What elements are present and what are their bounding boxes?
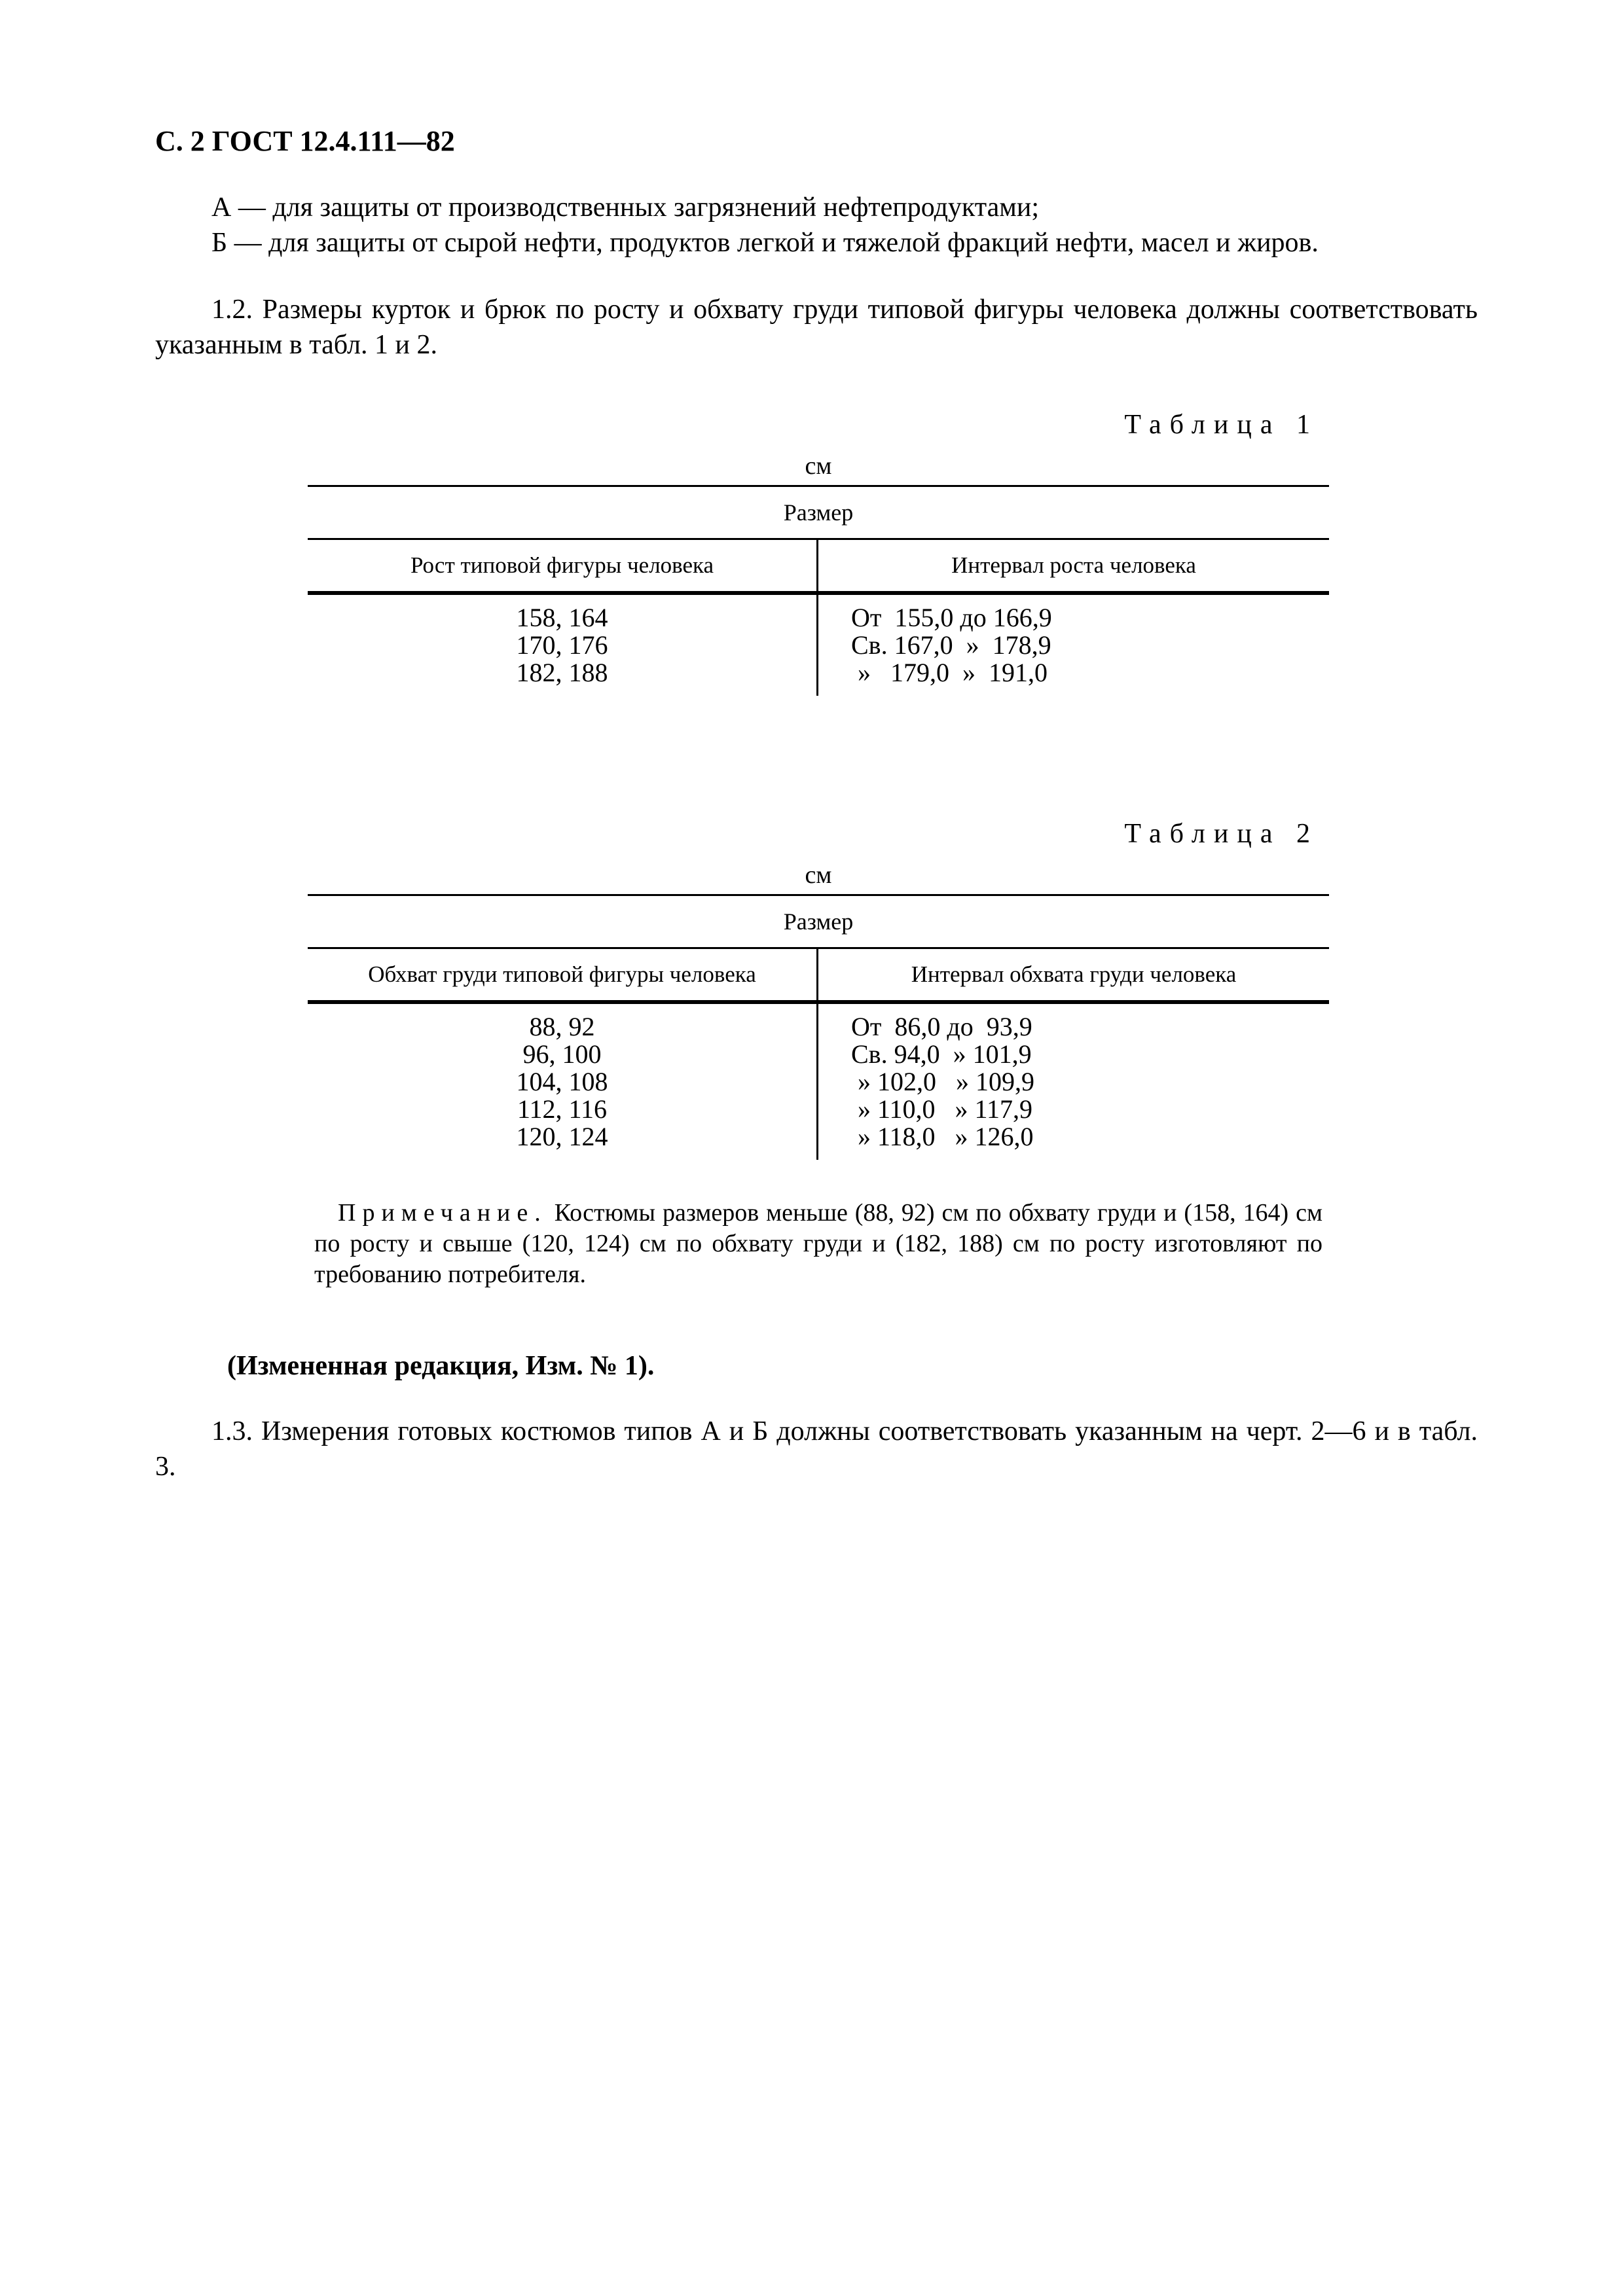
table-2-col2 xyxy=(818,1004,1329,1160)
note-text: Костюмы размеров меньше (88, 92) см по обхвату груди и (158, 164) см по росту и свыше (120, 124) см по обхвату груди и (182, 188) см по росту изготовляют по требованию потребителя. xyxy=(314,1199,1323,1288)
table-cell: От 155,0 до 166,9 xyxy=(851,603,1052,632)
type-b-text: Б — для защиты от сырой нефти, продуктов легкой и тяжелой фракций нефти, масел и жиров. xyxy=(211,228,1319,258)
table-1-body xyxy=(308,595,1329,696)
table-1-group-header: Размер xyxy=(308,487,1329,540)
table-cell: 120, 124 xyxy=(516,1122,608,1151)
table-2-unit: см xyxy=(308,856,1329,896)
table-1-col1 xyxy=(308,595,818,696)
table-1-column-headers xyxy=(308,540,1329,595)
note-label: Примечание. xyxy=(338,1199,547,1227)
page-header: С. 2 ГОСТ 12.4.111—82 xyxy=(155,125,455,157)
table-2-col1 xyxy=(308,1004,818,1160)
table-cell: 104, 108 xyxy=(516,1067,608,1096)
table-cell: » 102,0 » 109,9 xyxy=(851,1067,1034,1096)
paragraph-1-3: 1.3. Измерения готовых костюмов типов А и Б должны соответствовать указанным на черт. 2—6 и в табл. 3. xyxy=(155,1416,1478,1482)
table-cell: Св. 94,0 » 101,9 xyxy=(851,1039,1032,1069)
table-cell: Св. 167,0 » 178,9 xyxy=(851,630,1051,660)
table-1-col1-header: Рост типовой фигуры человека xyxy=(308,540,818,591)
amendment-note: (Измененная редакция, Изм. № 1). xyxy=(227,1351,655,1381)
table-cell: 170, 176 xyxy=(516,630,608,660)
table-note xyxy=(314,1198,1322,1290)
type-a-text: А — для защиты от производственных загрязнений нефтепродуктами; xyxy=(211,192,1040,223)
table-1-col2 xyxy=(818,595,1329,696)
table-2-col1-header: Обхват груди типовой фигуры человека xyxy=(308,949,818,1000)
table-cell: 182, 188 xyxy=(516,658,608,687)
table-2-body xyxy=(308,1004,1329,1160)
table-cell: 96, 100 xyxy=(522,1039,602,1069)
table-cell: 158, 164 xyxy=(516,603,608,632)
table-1-col2-header: Интервал роста человека xyxy=(951,552,1196,578)
table-2-col2-header: Интервал обхвата груди человека xyxy=(911,961,1237,987)
table-1 xyxy=(308,447,1329,696)
table-cell: » 110,0 » 117,9 xyxy=(851,1094,1033,1124)
paragraph-1-2: 1.2. Размеры курток и брюк по росту и обхвату груди типовой фигуры человека должны соответствовать указанным в табл. 1 и 2. xyxy=(155,295,1478,360)
table-1-unit: см xyxy=(308,447,1329,487)
table-2-column-headers xyxy=(308,949,1329,1004)
table-cell: 88, 92 xyxy=(529,1012,595,1041)
table-1-caption: Таблица 1 xyxy=(1124,410,1319,440)
table-2 xyxy=(308,856,1329,1160)
table-2-caption: Таблица 2 xyxy=(1124,819,1319,849)
table-2-group-header: Размер xyxy=(308,896,1329,949)
table-cell: 112, 116 xyxy=(517,1094,608,1124)
table-cell: » 179,0 » 191,0 xyxy=(851,658,1048,687)
table-cell: » 118,0 » 126,0 xyxy=(851,1122,1034,1151)
table-cell: От 86,0 до 93,9 xyxy=(851,1012,1032,1041)
